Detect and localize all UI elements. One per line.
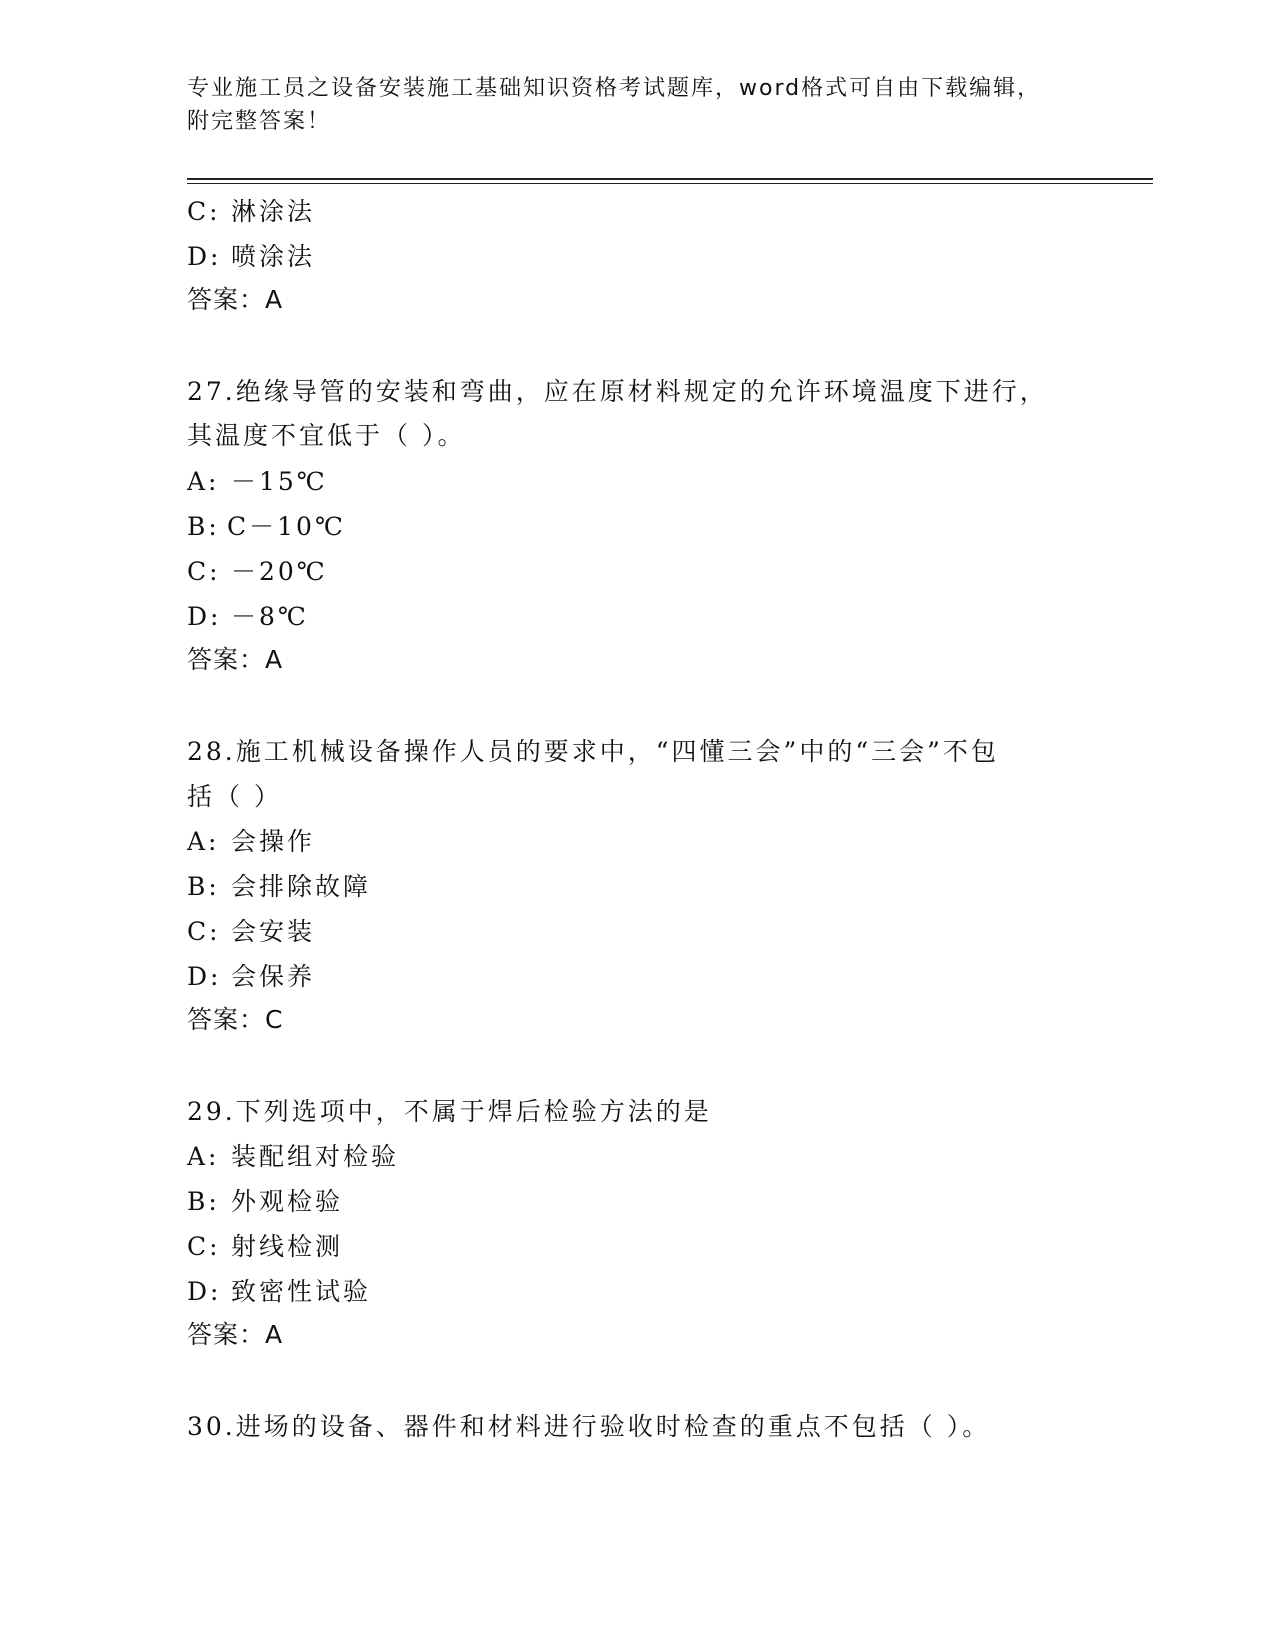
- option-label: D:: [187, 602, 222, 631]
- q29-option-d: [187, 1277, 371, 1307]
- option-label: C:: [187, 917, 221, 946]
- option-label: B:: [187, 512, 220, 541]
- option-text: 会保养: [231, 962, 316, 991]
- q27-option-a: [187, 467, 328, 497]
- q27-stem-line-1: 27.绝缘导管的安装和弯曲，应在原材料规定的允许环境温度下进行，: [187, 377, 1048, 406]
- q27-option-c: [187, 557, 328, 587]
- option-label: C:: [187, 557, 221, 586]
- option-label: B:: [187, 1187, 220, 1216]
- option-text: －20℃: [231, 557, 328, 586]
- document-header: [187, 72, 1087, 138]
- header-title-line-1: 专业施工员之设备安装施工基础知识资格考试题库，word格式可自由下载编辑，: [187, 76, 1042, 101]
- option-label: D:: [187, 962, 222, 991]
- option-text: 会排除故障: [231, 872, 372, 901]
- q28-option-d: [187, 962, 315, 992]
- q30-stem-line-1: 30.进场的设备、器件和材料进行验收时检查的重点不包括（ ）。: [187, 1412, 991, 1441]
- header-divider-thin: [187, 183, 1153, 184]
- option-text: 会操作: [231, 827, 316, 856]
- header-title-line-2: 附完整答案！: [187, 109, 332, 134]
- option-text: －8℃: [231, 602, 309, 631]
- option-label: B:: [187, 872, 220, 901]
- q26-option-c: [187, 197, 315, 227]
- q28-option-c: [187, 917, 315, 947]
- q28-option-b: [187, 872, 371, 902]
- option-text: 会安装: [231, 917, 316, 946]
- q27-option-b: [187, 512, 346, 542]
- q26-answer: 答案：A: [187, 285, 284, 314]
- option-text: －15℃: [231, 467, 328, 496]
- q28-option-a: [187, 827, 315, 857]
- q29-answer: 答案：A: [187, 1320, 284, 1349]
- option-text: 装配组对检验: [231, 1142, 400, 1171]
- option-text: 喷涂法: [231, 242, 316, 271]
- option-text: 致密性试验: [231, 1277, 372, 1306]
- q28-stem-line-1: 28.施工机械设备操作人员的要求中，“四懂三会”中的“三会”不包: [187, 737, 999, 766]
- q29-option-c: [187, 1232, 343, 1262]
- option-label: C:: [187, 197, 221, 226]
- option-label: C:: [187, 1232, 221, 1261]
- q26-option-d: [187, 242, 315, 272]
- option-text: 外观检验: [231, 1187, 344, 1216]
- option-text: C－10℃: [227, 512, 346, 541]
- option-label: D:: [187, 1277, 222, 1306]
- option-label: D:: [187, 242, 222, 271]
- q27-option-d: [187, 602, 309, 632]
- option-text: 淋涂法: [231, 197, 316, 226]
- option-text: 射线检测: [231, 1232, 344, 1261]
- q28-answer: 答案：C: [187, 1005, 284, 1034]
- q29-option-a: [187, 1142, 399, 1172]
- q29-option-b: [187, 1187, 343, 1217]
- option-label: A:: [187, 827, 220, 856]
- header-divider-thick: [187, 178, 1153, 180]
- q27-answer: 答案：A: [187, 645, 284, 674]
- option-label: A:: [187, 1142, 220, 1171]
- q29-stem-line-1: 29.下列选项中，不属于焊后检验方法的是: [187, 1097, 712, 1126]
- q27-stem-line-2: 其温度不宜低于（ ）。: [187, 421, 466, 450]
- q28-stem-line-2: 括（ ）: [187, 782, 282, 811]
- option-label: A:: [187, 467, 220, 496]
